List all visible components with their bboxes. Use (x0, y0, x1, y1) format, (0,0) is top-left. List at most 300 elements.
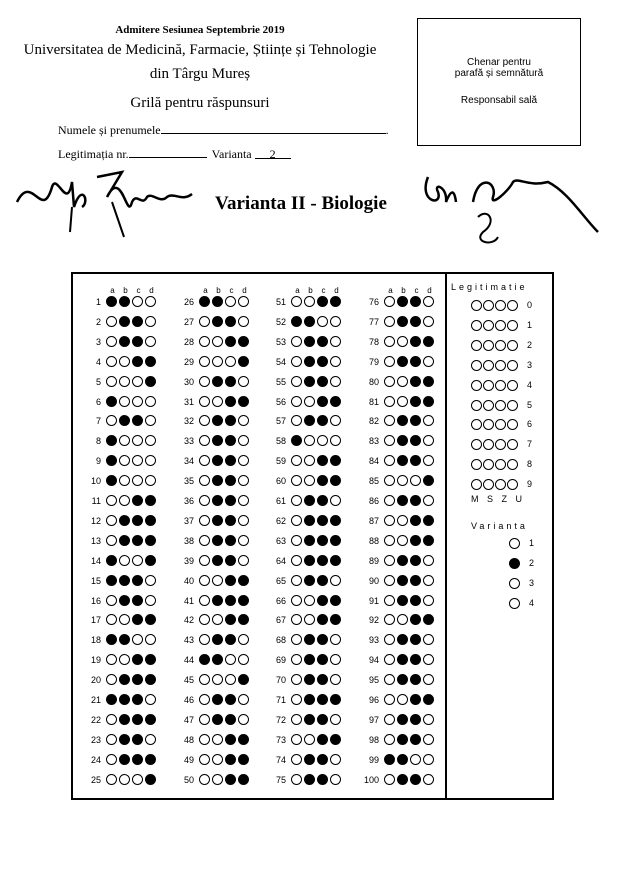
answer-bubble-c[interactable] (132, 754, 143, 765)
answer-bubble-a[interactable] (384, 575, 395, 586)
answer-bubble-d[interactable] (238, 754, 249, 765)
answer-bubble-d[interactable] (423, 535, 434, 546)
answer-bubble-c[interactable] (410, 694, 421, 705)
legitimatie-bubble[interactable] (507, 300, 518, 311)
legitimatie-bubble[interactable] (471, 439, 482, 450)
answer-bubble-a[interactable] (291, 654, 302, 665)
answer-bubble-c[interactable] (317, 555, 328, 566)
answer-bubble-a[interactable] (106, 774, 117, 785)
answer-bubble-a[interactable] (199, 455, 210, 466)
answer-bubble-a[interactable] (199, 575, 210, 586)
legitimatie-bubble[interactable] (507, 360, 518, 371)
answer-bubble-a[interactable] (106, 475, 117, 486)
answer-bubble-a[interactable] (384, 356, 395, 367)
answer-bubble-d[interactable] (238, 336, 249, 347)
answer-bubble-c[interactable] (410, 376, 421, 387)
answer-bubble-d[interactable] (423, 376, 434, 387)
answer-bubble-c[interactable] (225, 634, 236, 645)
answer-bubble-b[interactable] (119, 455, 130, 466)
answer-bubble-c[interactable] (317, 296, 328, 307)
answer-bubble-c[interactable] (132, 614, 143, 625)
answer-bubble-b[interactable] (397, 495, 408, 506)
answer-bubble-a[interactable] (291, 356, 302, 367)
answer-bubble-a[interactable] (384, 415, 395, 426)
answer-bubble-b[interactable] (119, 535, 130, 546)
answer-bubble-c[interactable] (132, 396, 143, 407)
answer-bubble-c[interactable] (410, 674, 421, 685)
answer-bubble-d[interactable] (145, 415, 156, 426)
answer-bubble-b[interactable] (212, 535, 223, 546)
answer-bubble-b[interactable] (397, 316, 408, 327)
answer-bubble-d[interactable] (145, 774, 156, 785)
answer-bubble-b[interactable] (397, 674, 408, 685)
answer-bubble-b[interactable] (119, 396, 130, 407)
answer-bubble-a[interactable] (106, 595, 117, 606)
answer-bubble-b[interactable] (304, 336, 315, 347)
answer-bubble-b[interactable] (212, 774, 223, 785)
answer-bubble-b[interactable] (397, 415, 408, 426)
answer-bubble-a[interactable] (384, 654, 395, 665)
answer-bubble-a[interactable] (106, 714, 117, 725)
answer-bubble-c[interactable] (317, 515, 328, 526)
answer-bubble-c[interactable] (132, 495, 143, 506)
answer-bubble-b[interactable] (212, 575, 223, 586)
answer-bubble-d[interactable] (238, 356, 249, 367)
answer-bubble-d[interactable] (238, 654, 249, 665)
answer-bubble-a[interactable] (106, 654, 117, 665)
answer-bubble-b[interactable] (304, 654, 315, 665)
answer-bubble-d[interactable] (330, 634, 341, 645)
answer-bubble-c[interactable] (132, 415, 143, 426)
answer-bubble-a[interactable] (106, 515, 117, 526)
answer-bubble-b[interactable] (304, 475, 315, 486)
answer-bubble-d[interactable] (145, 296, 156, 307)
answer-bubble-c[interactable] (410, 296, 421, 307)
answer-bubble-a[interactable] (199, 674, 210, 685)
answer-bubble-c[interactable] (410, 475, 421, 486)
answer-bubble-c[interactable] (225, 595, 236, 606)
answer-bubble-d[interactable] (423, 356, 434, 367)
answer-bubble-d[interactable] (330, 694, 341, 705)
answer-bubble-c[interactable] (225, 575, 236, 586)
answer-bubble-b[interactable] (397, 734, 408, 745)
answer-bubble-a[interactable] (384, 435, 395, 446)
answer-bubble-d[interactable] (423, 774, 434, 785)
answer-bubble-d[interactable] (145, 734, 156, 745)
answer-bubble-c[interactable] (410, 336, 421, 347)
answer-bubble-a[interactable] (199, 296, 210, 307)
answer-bubble-a[interactable] (384, 634, 395, 645)
answer-bubble-a[interactable] (384, 396, 395, 407)
varianta-bubble[interactable] (509, 578, 520, 589)
answer-bubble-d[interactable] (330, 515, 341, 526)
answer-bubble-b[interactable] (304, 356, 315, 367)
answer-bubble-b[interactable] (304, 714, 315, 725)
answer-bubble-d[interactable] (238, 296, 249, 307)
answer-bubble-b[interactable] (119, 674, 130, 685)
answer-bubble-d[interactable] (238, 734, 249, 745)
answer-bubble-b[interactable] (212, 674, 223, 685)
answer-bubble-c[interactable] (317, 475, 328, 486)
legitimatie-bubble[interactable] (483, 360, 494, 371)
answer-bubble-b[interactable] (212, 336, 223, 347)
answer-bubble-a[interactable] (291, 296, 302, 307)
answer-bubble-a[interactable] (199, 694, 210, 705)
legitimatie-bubble[interactable] (495, 340, 506, 351)
legitimatie-bubble[interactable] (483, 300, 494, 311)
answer-bubble-d[interactable] (423, 575, 434, 586)
answer-bubble-b[interactable] (212, 296, 223, 307)
answer-bubble-b[interactable] (212, 694, 223, 705)
answer-bubble-d[interactable] (238, 396, 249, 407)
answer-bubble-d[interactable] (238, 435, 249, 446)
answer-bubble-b[interactable] (212, 475, 223, 486)
answer-bubble-a[interactable] (291, 336, 302, 347)
answer-bubble-a[interactable] (384, 296, 395, 307)
legitimatie-bubble[interactable] (495, 300, 506, 311)
answer-bubble-d[interactable] (330, 396, 341, 407)
answer-bubble-a[interactable] (384, 614, 395, 625)
answer-bubble-b[interactable] (397, 535, 408, 546)
answer-bubble-b[interactable] (212, 495, 223, 506)
answer-bubble-a[interactable] (291, 376, 302, 387)
answer-bubble-b[interactable] (397, 654, 408, 665)
answer-bubble-b[interactable] (119, 654, 130, 665)
answer-bubble-c[interactable] (410, 316, 421, 327)
answer-bubble-d[interactable] (330, 774, 341, 785)
answer-bubble-d[interactable] (330, 734, 341, 745)
answer-bubble-c[interactable] (410, 634, 421, 645)
varianta-bubble[interactable] (509, 598, 520, 609)
answer-bubble-a[interactable] (291, 614, 302, 625)
answer-bubble-c[interactable] (317, 714, 328, 725)
answer-bubble-a[interactable] (291, 774, 302, 785)
answer-bubble-c[interactable] (132, 774, 143, 785)
answer-bubble-a[interactable] (199, 435, 210, 446)
answer-bubble-c[interactable] (225, 714, 236, 725)
answer-bubble-a[interactable] (384, 734, 395, 745)
answer-bubble-c[interactable] (317, 415, 328, 426)
varianta-bubble[interactable] (509, 558, 520, 569)
answer-bubble-c[interactable] (132, 455, 143, 466)
answer-bubble-d[interactable] (330, 714, 341, 725)
legitimatie-bubble[interactable] (495, 400, 506, 411)
legitimatie-bubble[interactable] (495, 439, 506, 450)
legitimatie-bubble[interactable] (507, 479, 518, 490)
legitimatie-bubble[interactable] (495, 360, 506, 371)
answer-bubble-d[interactable] (145, 475, 156, 486)
answer-bubble-b[interactable] (119, 734, 130, 745)
answer-bubble-b[interactable] (304, 515, 315, 526)
id-line[interactable] (129, 146, 207, 158)
answer-bubble-c[interactable] (317, 575, 328, 586)
answer-bubble-d[interactable] (145, 575, 156, 586)
answer-bubble-d[interactable] (145, 495, 156, 506)
answer-bubble-b[interactable] (119, 634, 130, 645)
answer-bubble-d[interactable] (145, 376, 156, 387)
answer-bubble-b[interactable] (212, 595, 223, 606)
answer-bubble-c[interactable] (410, 614, 421, 625)
answer-bubble-a[interactable] (106, 535, 117, 546)
varianta-bubble[interactable] (509, 538, 520, 549)
answer-bubble-c[interactable] (225, 734, 236, 745)
answer-bubble-b[interactable] (119, 595, 130, 606)
answer-bubble-b[interactable] (304, 376, 315, 387)
legitimatie-bubble[interactable] (507, 380, 518, 391)
answer-bubble-a[interactable] (384, 475, 395, 486)
answer-bubble-b[interactable] (397, 714, 408, 725)
legitimatie-bubble[interactable] (507, 320, 518, 331)
answer-bubble-c[interactable] (410, 515, 421, 526)
answer-bubble-c[interactable] (410, 455, 421, 466)
answer-bubble-a[interactable] (199, 415, 210, 426)
legitimatie-bubble[interactable] (495, 479, 506, 490)
answer-bubble-d[interactable] (423, 336, 434, 347)
answer-bubble-d[interactable] (145, 455, 156, 466)
answer-bubble-b[interactable] (304, 316, 315, 327)
answer-bubble-d[interactable] (238, 535, 249, 546)
name-line[interactable] (161, 122, 386, 134)
answer-bubble-a[interactable] (106, 316, 117, 327)
answer-bubble-b[interactable] (397, 595, 408, 606)
answer-bubble-c[interactable] (132, 734, 143, 745)
answer-bubble-c[interactable] (225, 555, 236, 566)
answer-bubble-a[interactable] (291, 415, 302, 426)
answer-bubble-a[interactable] (199, 734, 210, 745)
answer-bubble-c[interactable] (132, 296, 143, 307)
answer-bubble-c[interactable] (410, 435, 421, 446)
answer-bubble-a[interactable] (384, 495, 395, 506)
answer-bubble-c[interactable] (132, 535, 143, 546)
answer-bubble-b[interactable] (212, 415, 223, 426)
legitimatie-bubble[interactable] (507, 419, 518, 430)
answer-bubble-c[interactable] (225, 495, 236, 506)
answer-bubble-a[interactable] (291, 634, 302, 645)
answer-bubble-d[interactable] (145, 694, 156, 705)
answer-bubble-d[interactable] (145, 595, 156, 606)
answer-bubble-c[interactable] (317, 336, 328, 347)
answer-bubble-b[interactable] (304, 296, 315, 307)
answer-bubble-a[interactable] (106, 555, 117, 566)
answer-bubble-c[interactable] (317, 495, 328, 506)
legitimatie-bubble[interactable] (471, 300, 482, 311)
answer-bubble-c[interactable] (317, 535, 328, 546)
answer-bubble-b[interactable] (304, 435, 315, 446)
answer-bubble-b[interactable] (397, 634, 408, 645)
answer-bubble-a[interactable] (291, 316, 302, 327)
answer-bubble-d[interactable] (145, 754, 156, 765)
answer-bubble-c[interactable] (410, 396, 421, 407)
answer-bubble-c[interactable] (410, 714, 421, 725)
answer-bubble-c[interactable] (132, 515, 143, 526)
answer-bubble-d[interactable] (238, 495, 249, 506)
answer-bubble-a[interactable] (106, 575, 117, 586)
legitimatie-bubble[interactable] (471, 479, 482, 490)
legitimatie-bubble[interactable] (483, 439, 494, 450)
answer-bubble-c[interactable] (410, 356, 421, 367)
answer-bubble-b[interactable] (304, 674, 315, 685)
answer-bubble-c[interactable] (317, 376, 328, 387)
answer-bubble-c[interactable] (225, 515, 236, 526)
answer-bubble-b[interactable] (304, 634, 315, 645)
answer-bubble-a[interactable] (384, 694, 395, 705)
answer-bubble-b[interactable] (119, 774, 130, 785)
answer-bubble-c[interactable] (132, 634, 143, 645)
legitimatie-bubble[interactable] (507, 459, 518, 470)
answer-bubble-c[interactable] (225, 296, 236, 307)
answer-bubble-b[interactable] (212, 654, 223, 665)
answer-bubble-c[interactable] (225, 396, 236, 407)
answer-bubble-c[interactable] (317, 694, 328, 705)
answer-bubble-a[interactable] (384, 336, 395, 347)
answer-bubble-d[interactable] (330, 475, 341, 486)
answer-bubble-a[interactable] (384, 455, 395, 466)
answer-bubble-d[interactable] (238, 515, 249, 526)
answer-bubble-a[interactable] (199, 356, 210, 367)
answer-bubble-b[interactable] (397, 694, 408, 705)
answer-bubble-c[interactable] (132, 475, 143, 486)
answer-bubble-d[interactable] (423, 455, 434, 466)
answer-bubble-a[interactable] (199, 714, 210, 725)
legitimatie-bubble[interactable] (483, 320, 494, 331)
answer-bubble-d[interactable] (330, 455, 341, 466)
answer-bubble-c[interactable] (317, 734, 328, 745)
answer-bubble-c[interactable] (132, 435, 143, 446)
answer-bubble-a[interactable] (106, 376, 117, 387)
answer-bubble-d[interactable] (330, 296, 341, 307)
variant-value[interactable]: 2 (255, 147, 291, 159)
legitimatie-bubble[interactable] (507, 439, 518, 450)
answer-bubble-c[interactable] (132, 674, 143, 685)
answer-bubble-d[interactable] (238, 674, 249, 685)
legitimatie-bubble[interactable] (471, 340, 482, 351)
answer-bubble-b[interactable] (119, 336, 130, 347)
answer-bubble-b[interactable] (212, 634, 223, 645)
answer-bubble-b[interactable] (304, 734, 315, 745)
answer-bubble-b[interactable] (304, 396, 315, 407)
answer-bubble-d[interactable] (423, 694, 434, 705)
answer-bubble-a[interactable] (199, 774, 210, 785)
answer-bubble-b[interactable] (397, 455, 408, 466)
answer-bubble-b[interactable] (119, 515, 130, 526)
answer-bubble-a[interactable] (106, 296, 117, 307)
answer-bubble-a[interactable] (106, 415, 117, 426)
answer-bubble-a[interactable] (199, 475, 210, 486)
answer-bubble-d[interactable] (238, 455, 249, 466)
answer-bubble-c[interactable] (410, 535, 421, 546)
legitimatie-bubble[interactable] (495, 459, 506, 470)
answer-bubble-d[interactable] (238, 714, 249, 725)
answer-bubble-c[interactable] (410, 575, 421, 586)
answer-bubble-c[interactable] (410, 754, 421, 765)
answer-bubble-a[interactable] (384, 535, 395, 546)
answer-bubble-c[interactable] (132, 714, 143, 725)
answer-bubble-a[interactable] (199, 336, 210, 347)
answer-bubble-c[interactable] (317, 396, 328, 407)
answer-bubble-b[interactable] (304, 495, 315, 506)
legitimatie-bubble[interactable] (507, 340, 518, 351)
answer-bubble-b[interactable] (397, 336, 408, 347)
answer-bubble-d[interactable] (330, 495, 341, 506)
answer-bubble-a[interactable] (106, 674, 117, 685)
answer-bubble-d[interactable] (238, 575, 249, 586)
answer-bubble-b[interactable] (397, 296, 408, 307)
answer-bubble-c[interactable] (410, 415, 421, 426)
answer-bubble-b[interactable] (397, 614, 408, 625)
answer-bubble-b[interactable] (304, 415, 315, 426)
answer-bubble-a[interactable] (199, 515, 210, 526)
answer-bubble-a[interactable] (106, 435, 117, 446)
answer-bubble-d[interactable] (423, 614, 434, 625)
answer-bubble-c[interactable] (317, 595, 328, 606)
answer-bubble-a[interactable] (106, 495, 117, 506)
answer-bubble-c[interactable] (225, 435, 236, 446)
answer-bubble-c[interactable] (225, 694, 236, 705)
legitimatie-bubble[interactable] (495, 380, 506, 391)
answer-bubble-c[interactable] (225, 754, 236, 765)
legitimatie-bubble[interactable] (495, 320, 506, 331)
answer-bubble-c[interactable] (225, 674, 236, 685)
answer-bubble-d[interactable] (330, 336, 341, 347)
answer-bubble-b[interactable] (304, 575, 315, 586)
legitimatie-bubble[interactable] (483, 459, 494, 470)
answer-bubble-c[interactable] (132, 694, 143, 705)
answer-bubble-d[interactable] (145, 714, 156, 725)
answer-bubble-d[interactable] (330, 674, 341, 685)
answer-bubble-b[interactable] (119, 694, 130, 705)
answer-bubble-a[interactable] (199, 396, 210, 407)
answer-bubble-b[interactable] (397, 396, 408, 407)
answer-bubble-b[interactable] (119, 614, 130, 625)
legitimatie-bubble[interactable] (507, 400, 518, 411)
answer-bubble-c[interactable] (317, 774, 328, 785)
answer-bubble-a[interactable] (291, 555, 302, 566)
answer-bubble-c[interactable] (317, 654, 328, 665)
answer-bubble-a[interactable] (291, 754, 302, 765)
answer-bubble-c[interactable] (317, 455, 328, 466)
answer-bubble-b[interactable] (304, 455, 315, 466)
answer-bubble-c[interactable] (225, 415, 236, 426)
answer-bubble-c[interactable] (317, 435, 328, 446)
answer-bubble-b[interactable] (397, 774, 408, 785)
answer-bubble-b[interactable] (397, 435, 408, 446)
answer-bubble-c[interactable] (132, 316, 143, 327)
answer-bubble-a[interactable] (199, 654, 210, 665)
answer-bubble-d[interactable] (330, 535, 341, 546)
answer-bubble-a[interactable] (291, 694, 302, 705)
answer-bubble-d[interactable] (238, 774, 249, 785)
answer-bubble-d[interactable] (330, 595, 341, 606)
answer-bubble-c[interactable] (317, 316, 328, 327)
answer-bubble-a[interactable] (291, 595, 302, 606)
answer-bubble-d[interactable] (330, 614, 341, 625)
answer-bubble-a[interactable] (199, 595, 210, 606)
answer-bubble-a[interactable] (106, 634, 117, 645)
answer-bubble-d[interactable] (330, 316, 341, 327)
answer-bubble-a[interactable] (291, 734, 302, 745)
answer-bubble-d[interactable] (145, 316, 156, 327)
answer-bubble-d[interactable] (238, 595, 249, 606)
answer-bubble-a[interactable] (291, 435, 302, 446)
answer-bubble-d[interactable] (423, 415, 434, 426)
answer-bubble-d[interactable] (238, 475, 249, 486)
legitimatie-bubble[interactable] (483, 380, 494, 391)
answer-bubble-c[interactable] (225, 654, 236, 665)
answer-bubble-c[interactable] (410, 595, 421, 606)
answer-bubble-d[interactable] (423, 595, 434, 606)
answer-bubble-b[interactable] (304, 614, 315, 625)
answer-bubble-c[interactable] (410, 555, 421, 566)
